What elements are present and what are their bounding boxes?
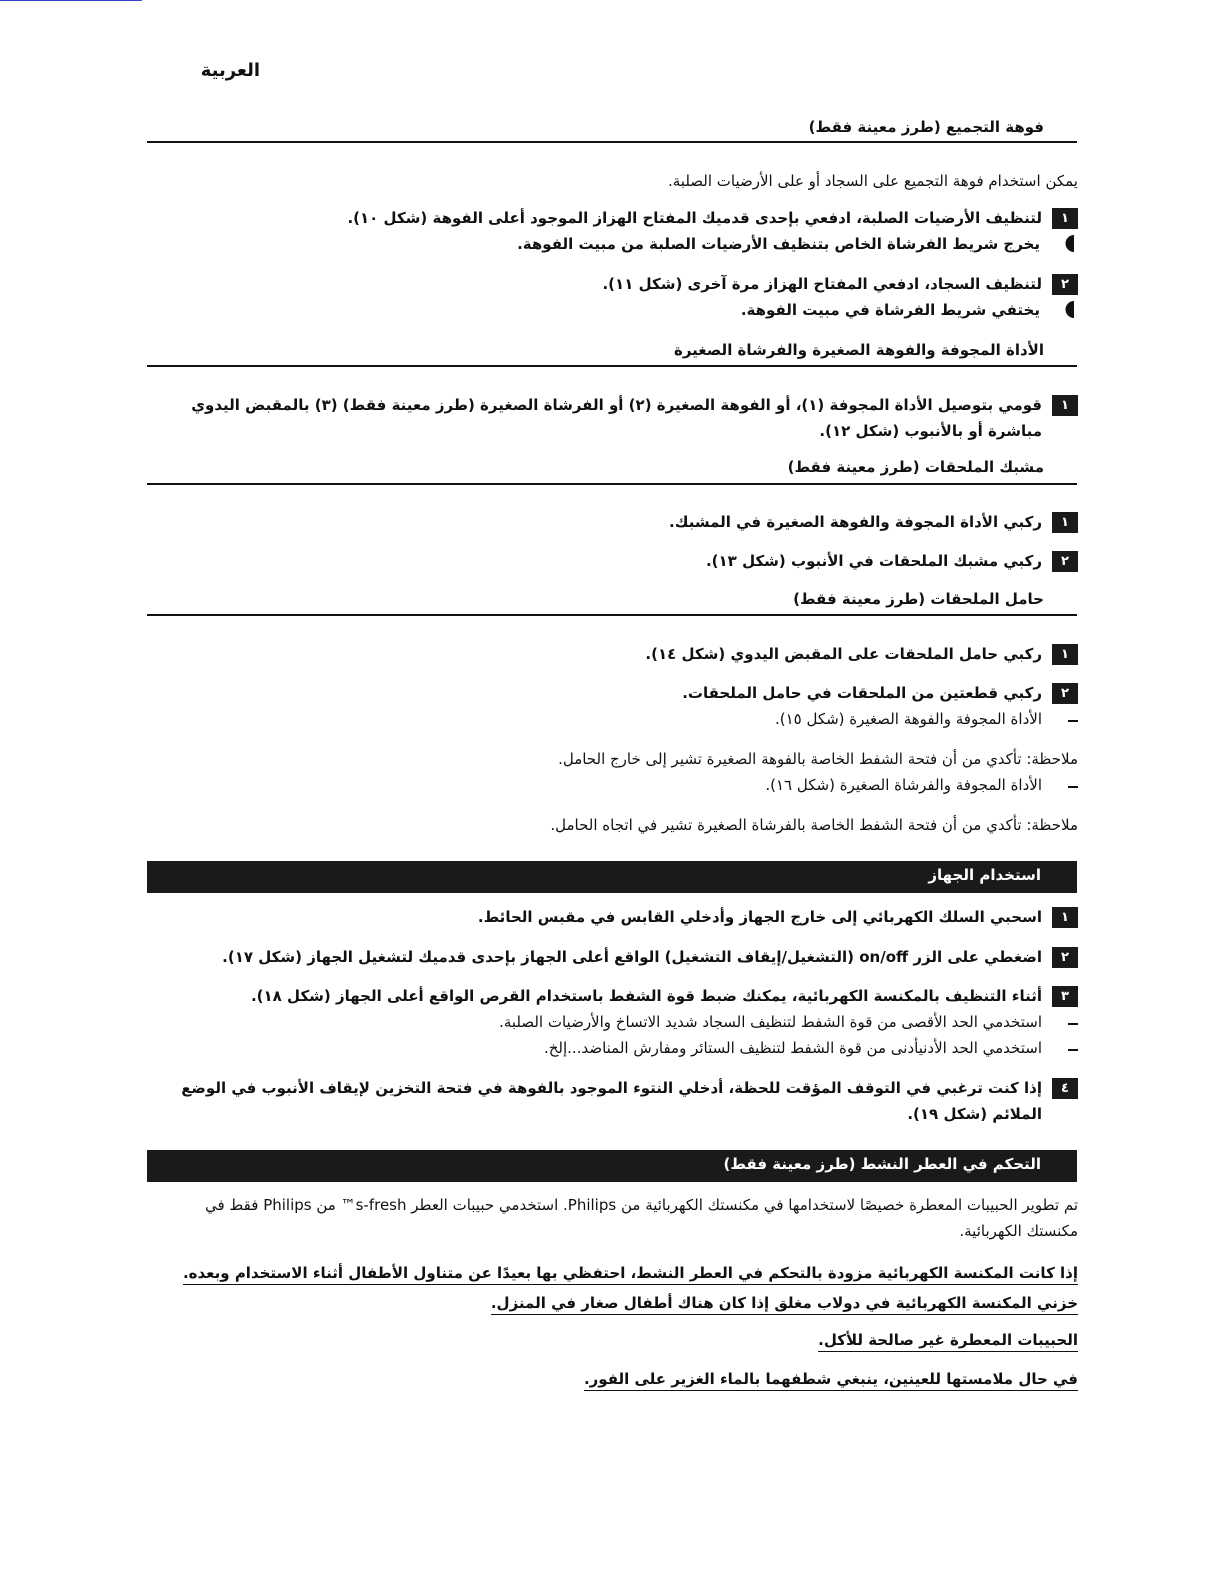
step-number-badge: ١ xyxy=(1052,644,1078,665)
step-text: لتنظيف الأرضيات الصلبة، ادفعي بإحدى قدميك المفتاح الهزاز الموجود أعلى الفوهة (شكل ١٠). xyxy=(347,209,1042,227)
language-label: العربية xyxy=(200,60,260,81)
step-text: لتنظيف السجاد، ادفعي المفتاح الهزاز مرة آخرى (شكل ١١). xyxy=(602,275,1042,293)
divider xyxy=(147,141,1077,143)
dash-bullet xyxy=(1068,720,1078,722)
usage-option-1: استخدمي الحد الأقصى من قوة الشفط لتنظيف السجاد شديد الاتساخ والأرضيات الصلبة. xyxy=(499,1013,1042,1031)
scent-warning-2 xyxy=(154,1325,1078,1355)
step-number-badge: ٢ xyxy=(1052,274,1078,295)
result-bullet-icon xyxy=(1062,235,1074,252)
step-number-badge: ١ xyxy=(1052,512,1078,533)
footnote-rule xyxy=(0,0,142,1)
step-text: ركبي مشبك الملحقات في الأنبوب (شكل ١٣). xyxy=(705,552,1042,570)
dash-bullet xyxy=(1068,1049,1078,1051)
holder-option-1: الأداة المجوفة والفوهة الصغيرة (شكل ١٥). xyxy=(774,710,1042,728)
holder-note-1: ملاحظة: تأكدي من أن فتحة الشفط الخاصة بالفوهة الصغيرة تشير إلى خارج الحامل. xyxy=(558,750,1078,768)
section-heading-accessory-holder: حامل الملحقات (طرز معينة فقط) xyxy=(793,590,1044,608)
suction-step-1-result: يخرج شريط الفرشاة الخاص بتنظيف الأرضيات الصلبة من مبيت الفوهة. xyxy=(517,235,1040,253)
step-text: قومي بتوصيل الأداة المجوفة (١)، أو الفوهة الصغيرة (٢) أو الفرشاة الصغيرة (طرز معينة فقط) (٣) بالمقبض اليدوي مباشرة أو بالأنبوب (شكل ١٢). xyxy=(191,396,1042,440)
result-bullet-icon xyxy=(1062,301,1074,318)
section-heading-suction-nozzle: فوهة التجميع (طرز معينة فقط) xyxy=(808,118,1044,136)
step-text: ركبي حامل الملحقات على المقبض اليدوي (شكل ١٤). xyxy=(645,645,1042,663)
step-number-badge: ٣ xyxy=(1052,986,1078,1007)
warning-text: في حال ملامستها للعينين، ينبغي شطفهما بالماء الغزير على الفور. xyxy=(584,1370,1078,1391)
step-number-badge: ٢ xyxy=(1052,683,1078,704)
section-heading-crevice-tool: الأداة المجوفة والفوهة الصغيرة والفرشاة الصغيرة xyxy=(674,341,1044,359)
dash-bullet xyxy=(1068,786,1078,788)
step-number-badge: ٢ xyxy=(1052,551,1078,572)
holder-note-2: ملاحظة: تأكدي من أن فتحة الشفط الخاصة بالفرشاة الصغيرة تشير في اتجاه الحامل. xyxy=(550,816,1078,834)
scent-warning-3 xyxy=(154,1364,1078,1394)
section-bar-active-scent-control xyxy=(147,1150,1077,1182)
usage-option-2: استخدمي الحد الأدنيأدنى من قوة الشفط لتنظيف الستائر ومفارش المناضد...إلخ. xyxy=(543,1039,1042,1057)
dash-bullet xyxy=(1068,1023,1078,1025)
warning-text: إذا كانت المكنسة الكهربائية مزودة بالتحكم في العطر النشط، احتفظي بها بعيدًا عن متناول الأطفال أثناء الاستخدام وبعده. خزني المكنسة الكهربائية في دولاب مغلق إذا كان هناك أطفال صغار في المنزل. xyxy=(183,1264,1078,1315)
warning-text: الحبيبات المعطرة غير صالحة للأكل. xyxy=(818,1331,1078,1352)
step-text: اسحبي السلك الكهربائي إلى خارج الجهاز وأدخلي القابس في مقبس الحائط. xyxy=(477,908,1042,926)
divider xyxy=(147,365,1077,367)
step-number-badge: ٢ xyxy=(1052,947,1078,968)
step-number-badge: ٤ xyxy=(1052,1078,1078,1099)
scent-warning-1 xyxy=(154,1258,1078,1318)
step-number-badge: ١ xyxy=(1052,395,1078,416)
scent-intro: تم تطوير الحبيبات المعطرة خصيصًا لاستخدامها في مكنستك الكهربائية من Philips. استخدمي حبيبات العطر s-fresh™ من Philips فقط في مكنستك الكهربائية. xyxy=(204,1196,1078,1240)
suction-step-2-result: يختفي شريط الفرشاة في مبيت الفوهة. xyxy=(740,301,1040,319)
step-number-badge: ١ xyxy=(1052,907,1078,928)
section-bar-title: التحكم في العطر النشط (طرز معينة فقط) xyxy=(723,1155,1041,1173)
step-text: ركبي قطعتين من الملحقات في حامل الملحقات. xyxy=(682,684,1042,702)
step-text: ركبي الأداة المجوفة والفوهة الصغيرة في المشبك. xyxy=(669,513,1042,531)
section-bar-title: استخدام الجهاز xyxy=(928,866,1041,884)
section-bar-using-appliance xyxy=(147,861,1077,893)
step-number-badge: ١ xyxy=(1052,208,1078,229)
holder-option-2: الأداة المجوفة والفرشاة الصغيرة (شكل ١٦). xyxy=(765,776,1042,794)
suction-intro: يمكن استخدام فوهة التجميع على السجاد أو على الأرضيات الصلبة. xyxy=(667,172,1078,190)
divider xyxy=(147,483,1077,485)
step-text: أثناء التنظيف بالمكنسة الكهربائية، يمكنك ضبط قوة الشفط باستخدام القرص الواقع أعلى الجهاز (شكل ١٨). xyxy=(250,987,1042,1005)
section-heading-accessory-clip: مشبك الملحقات (طرز معينة فقط) xyxy=(787,458,1044,476)
step-text: اضغطي على الزر on/off (التشغيل/إيقاف التشغيل) الواقع أعلى الجهاز بإحدى قدميك لتشغيل الجهاز (شكل ١٧). xyxy=(222,948,1042,966)
step-text: إذا كنت ترغبي في التوقف المؤقت للحظة، أدخلي النتوء الموجود بالفوهة في فتحة التخزين لإيقاف الأنبوب في الوضع الملائم (شكل ١٩). xyxy=(181,1079,1042,1123)
divider xyxy=(147,614,1077,616)
